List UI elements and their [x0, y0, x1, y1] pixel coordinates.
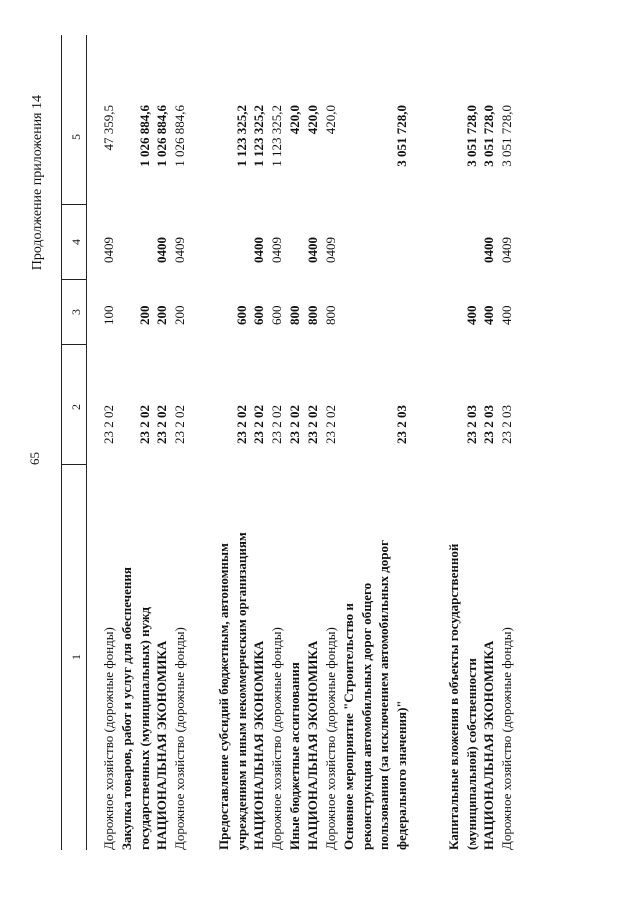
- row-name-line: государственных (муниципальных) нужд: [136, 607, 152, 850]
- row-amount: 1 123 325,2: [251, 105, 266, 167]
- row-expense-type: 600: [233, 305, 249, 325]
- row-name-line: Дорожное хозяйство (дорожные фонды): [269, 627, 284, 850]
- row-expense-type: 800: [305, 305, 320, 325]
- header-col-4: 4: [69, 239, 83, 245]
- row-expense-type: 400: [463, 305, 479, 325]
- row-name-line: НАЦИОНАЛЬНАЯ ЭКОНОМИКА: [481, 640, 496, 850]
- row-target-code: 23 2 03: [463, 405, 479, 444]
- row-expense-type: 200: [136, 305, 152, 325]
- row-name-line: пользования (за исключением автомобильных дорог: [376, 540, 391, 850]
- row-amount: 1 026 884,6: [154, 105, 169, 167]
- header-col-1: 1: [69, 654, 83, 660]
- row-target-code: 23 2 03: [499, 405, 514, 444]
- row-amount: 1 123 325,2: [233, 105, 249, 167]
- row-amount: 1 123 325,2: [269, 105, 284, 167]
- row-expense-type: 600: [251, 305, 266, 325]
- row-name-line: Дорожное хозяйство (дорожные фонды): [323, 627, 338, 850]
- row-amount: 1 026 884,6: [172, 105, 187, 167]
- row-target-code: 23 2 03: [393, 405, 409, 444]
- row-name-line: (муниципальной) собственности: [463, 658, 479, 850]
- row-name-line: учреждениям и иным некоммерческим организациям: [233, 532, 249, 850]
- row-section-code: 0400: [481, 237, 496, 263]
- row-target-code: 23 2 02: [287, 405, 302, 444]
- row-name-line: НАЦИОНАЛЬНАЯ ЭКОНОМИКА: [305, 640, 320, 850]
- table-top-rule: [61, 35, 62, 850]
- appendix-caption: Продолжение приложения 14: [30, 95, 45, 271]
- row-target-code: 23 2 02: [269, 405, 284, 444]
- row-name-line: Капитальные вложения в объекты государственной: [446, 543, 461, 850]
- row-expense-type: 200: [172, 305, 187, 325]
- row-section-code: 0409: [499, 237, 514, 263]
- row-amount: 420,0: [305, 105, 320, 135]
- row-section-code: 0409: [269, 237, 284, 263]
- row-section-code: 0409: [172, 237, 187, 263]
- header-col-5: 5: [69, 134, 83, 140]
- col-divider-4: [61, 204, 86, 205]
- row-name-line: Закупка товаров, работ и услуг для обеспечения: [119, 567, 134, 850]
- row-expense-type: 600: [269, 305, 284, 325]
- row-name-line: Иные бюджетные ассигнования: [287, 662, 302, 850]
- row-section-code: 0400: [305, 237, 320, 263]
- col-divider-3: [61, 279, 86, 280]
- row-expense-type: 400: [481, 305, 496, 325]
- row-section-code: 0400: [154, 237, 169, 263]
- row-name-line: Предоставление субсидий бюджетным, автономным: [216, 543, 231, 850]
- row-target-code: 23 2 02: [233, 405, 249, 444]
- row-expense-type: 200: [154, 305, 169, 325]
- row-name-line: НАЦИОНАЛЬНАЯ ЭКОНОМИКА: [154, 640, 169, 850]
- row-name-line: федерального значения)": [393, 700, 409, 850]
- row-section-code: 0400: [251, 237, 266, 263]
- row-target-code: 23 2 03: [481, 405, 496, 444]
- row-target-code: 23 2 02: [251, 405, 266, 444]
- row-amount: 1 026 884,6: [136, 105, 152, 167]
- row-target-code: 23 2 02: [154, 405, 169, 444]
- row-section-code: 0409: [101, 237, 116, 263]
- row-amount: 47 359,5: [101, 105, 116, 151]
- row-expense-type: 800: [287, 305, 302, 325]
- row-amount: 3 051 728,0: [499, 105, 514, 167]
- row-amount: 420,0: [287, 105, 302, 135]
- row-amount: 3 051 728,0: [481, 105, 496, 167]
- row-target-code: 23 2 02: [136, 405, 152, 444]
- row-amount: 3 051 728,0: [393, 105, 409, 167]
- page-number: 65: [27, 452, 42, 465]
- row-target-code: 23 2 02: [101, 405, 116, 444]
- row-name-line: Дорожное хозяйство (дорожные фонды): [499, 627, 514, 850]
- row-target-code: 23 2 02: [305, 405, 320, 444]
- row-expense-type: 100: [101, 305, 116, 325]
- row-target-code: 23 2 02: [323, 405, 338, 444]
- row-name-line: Дорожное хозяйство (дорожные фонды): [172, 627, 187, 850]
- header-col-2: 2: [69, 404, 83, 410]
- row-name-line: Основное мероприятие "Строительство и: [341, 603, 356, 850]
- row-amount: 3 051 728,0: [463, 105, 479, 167]
- col-divider-1: [61, 464, 86, 465]
- row-name-line: НАЦИОНАЛЬНАЯ ЭКОНОМИКА: [251, 640, 266, 850]
- row-section-code: 0409: [323, 237, 338, 263]
- row-name-line: Дорожное хозяйство (дорожные фонды): [101, 627, 116, 850]
- row-expense-type: 800: [323, 305, 338, 325]
- table-header-rule: [86, 35, 87, 850]
- header-col-3: 3: [69, 309, 83, 315]
- row-amount: 420,0: [323, 105, 338, 135]
- row-expense-type: 400: [499, 305, 514, 325]
- row-target-code: 23 2 02: [172, 405, 187, 444]
- col-divider-2: [61, 344, 86, 345]
- row-name-line: реконструкция автомобильных дорог общего: [358, 582, 374, 850]
